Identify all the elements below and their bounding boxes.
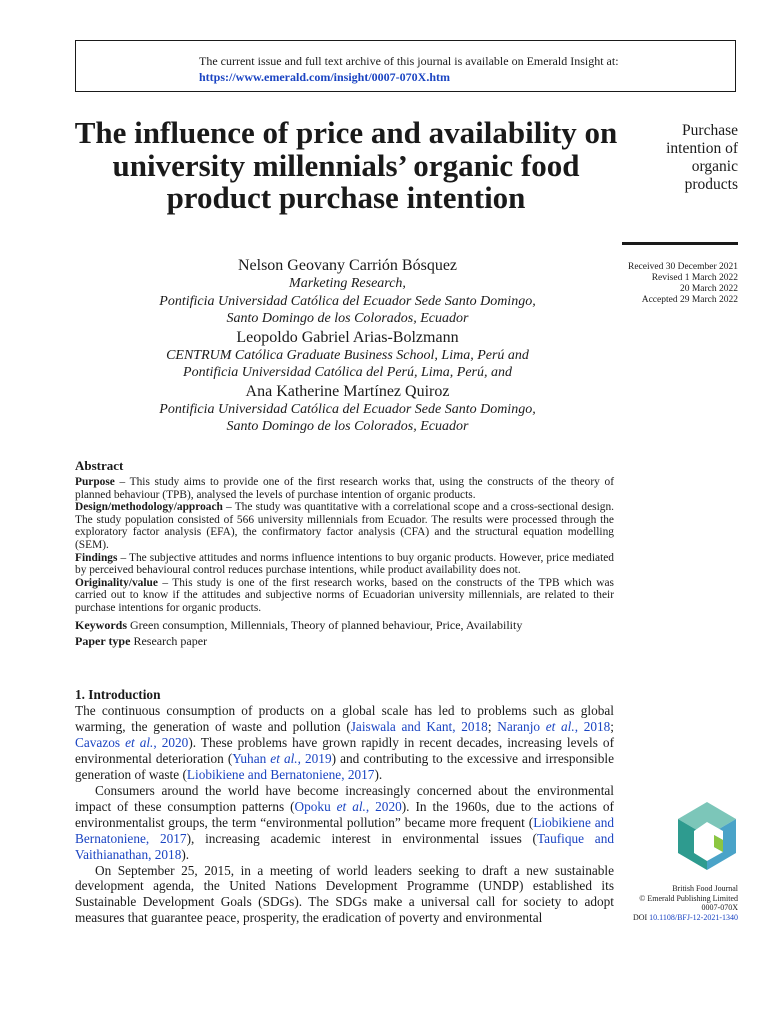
keywords bbox=[75, 618, 614, 633]
abstract-text: – This study is one of the first research works, based on the constructs of the TPB which was carried out to know if the attitudes and subjective norms of Ecuadorian university millennials, are related to their purchase intentions for organic products. bbox=[75, 576, 614, 614]
citation-link[interactable] bbox=[497, 719, 610, 734]
emerald-logo-icon bbox=[676, 800, 738, 877]
journal-url-link[interactable]: https://www.emerald.com/insight/0007-070X.htm bbox=[199, 70, 450, 84]
abstract-label: Purpose bbox=[75, 476, 115, 488]
citation-author: Naranjo bbox=[497, 718, 546, 734]
citation-etal: et al. bbox=[336, 798, 366, 814]
citation-link[interactable]: Liobikiene and Bernatoniene, 2017 bbox=[186, 766, 375, 782]
journal-issn: 0007-070X bbox=[701, 903, 738, 912]
body-text: Consumers around the world have become increasingly concerned about the environmental impact of these consumption patterns ( bbox=[75, 782, 614, 814]
citation-link[interactable]: Taufique and Vaithianathan, 2018 bbox=[75, 830, 614, 862]
abstract-text: – The subjective attitudes and norms influence intentions to buy organic products. However, price mediated by perceived behavioural control reduces purchase intentions, while product availability does not. bbox=[75, 551, 614, 577]
abstract-heading: Abstract bbox=[75, 458, 124, 473]
running-head-line: organic bbox=[691, 158, 738, 175]
paper-title: The influence of price and availability on university millennials’ organic food product purchase intention bbox=[74, 115, 618, 215]
citation-link[interactable]: Jaiswala and Kant, 2018 bbox=[350, 718, 488, 734]
author-affiliation: Pontificia Universidad Católica del Ecuador Sede Santo Domingo, bbox=[159, 293, 536, 309]
abstract bbox=[75, 458, 614, 649]
paper-type-label: Paper type bbox=[75, 633, 131, 648]
body-text: ; bbox=[610, 718, 614, 734]
running-head-divider bbox=[622, 242, 738, 245]
body-text: ), increasing academic interest in environmental issues ( bbox=[186, 830, 537, 846]
citation-etal: et al. bbox=[125, 734, 154, 750]
abstract-originality bbox=[75, 577, 614, 615]
citation-link[interactable] bbox=[295, 799, 402, 814]
keywords-label: Keywords bbox=[75, 617, 127, 632]
date-accepted: Accepted 29 March 2022 bbox=[641, 295, 738, 305]
running-head bbox=[588, 122, 738, 194]
notice-text: The current issue and full text archive of this journal is available on Emerald Insight at: bbox=[199, 54, 619, 68]
doi-link[interactable]: 10.1108/BFJ-12-2021-1340 bbox=[649, 912, 738, 922]
intro-paragraph-2 bbox=[75, 783, 614, 863]
author-affiliation: Pontificia Universidad Católica del Ecuador Sede Santo Domingo, bbox=[159, 401, 536, 417]
journal-info bbox=[578, 884, 738, 922]
journal-access-notice bbox=[75, 40, 736, 92]
citation-link[interactable]: Liobikiene and Bernatoniene, 2017 bbox=[75, 814, 614, 846]
citation-etal: et al. bbox=[545, 718, 575, 734]
running-head-line: products bbox=[684, 176, 738, 193]
citation-year: , 2020 bbox=[153, 734, 189, 750]
body-text: ). bbox=[374, 766, 383, 782]
author-name: Ana Katherine Martínez Quiroz bbox=[245, 382, 450, 400]
author-affiliation: Marketing Research, bbox=[289, 276, 406, 291]
intro-paragraph-1 bbox=[75, 703, 614, 783]
introduction-section bbox=[75, 687, 614, 926]
abstract-label: Design/methodology/approach bbox=[75, 501, 223, 514]
author-list bbox=[75, 256, 620, 436]
journal-doi bbox=[578, 913, 738, 923]
abstract-purpose bbox=[75, 476, 614, 501]
citation-year: , 2020 bbox=[365, 798, 402, 814]
author-name: Leopoldo Gabriel Arias-Bolzmann bbox=[236, 328, 459, 346]
citation-year: , 2019 bbox=[297, 750, 332, 766]
author-affiliation: Santo Domingo de los Colorados, Ecuador bbox=[226, 311, 469, 326]
running-head-line: Purchase bbox=[682, 122, 738, 139]
running-head-line: intention of bbox=[666, 140, 738, 157]
abstract-design bbox=[75, 501, 614, 551]
body-text: ). bbox=[181, 846, 190, 862]
citation-link[interactable] bbox=[232, 751, 331, 766]
citation-author: Cavazos bbox=[75, 734, 126, 750]
citation-author: Yuhan bbox=[232, 750, 271, 766]
journal-name: British Food Journal bbox=[672, 884, 738, 893]
citation-link[interactable] bbox=[75, 735, 188, 750]
body-text: ) and contributing to the excessive and irresponsible generation of waste ( bbox=[75, 750, 614, 782]
author-name: Nelson Geovany Carrión Bósquez bbox=[237, 257, 458, 274]
body-text: ). In the 1960s, due to the actions of environmentalist groups, the term “environmental pollution” became more frequent ( bbox=[75, 798, 614, 830]
section-heading: 1. Introduction bbox=[75, 687, 161, 702]
author-affiliation: Santo Domingo de los Colorados, Ecuador bbox=[226, 419, 469, 434]
paper-type bbox=[75, 634, 614, 649]
abstract-label: Originality/value bbox=[75, 576, 158, 589]
body-text: ; bbox=[487, 718, 498, 734]
citation-year: , 2018 bbox=[574, 718, 611, 734]
body-text: ). These problems have grown rapidly in recent decades, increasing levels of environmental deterioration ( bbox=[75, 734, 615, 766]
keywords-text: Green consumption, Millennials, Theory of planned behaviour, Price, Availability bbox=[127, 617, 523, 632]
journal-publisher: © Emerald Publishing Limited bbox=[639, 893, 738, 903]
date-revised: Revised 1 March 2022 bbox=[651, 273, 738, 283]
intro-paragraph-3: On September 25, 2015, in a meeting of world leaders seeking to draft a new sustainable development agenda, the United Nations Development Programme (UNDP) established its Sustainable Development Goals (SDGs). The SDGs make a universal call for society to adopt measures that guarantee peace, prosperity, the eradication of poverty and environmental bbox=[75, 862, 614, 926]
abstract-findings bbox=[75, 552, 614, 577]
abstract-label: Findings bbox=[75, 551, 118, 564]
doi-label: DOI bbox=[632, 912, 650, 922]
citation-etal: et al. bbox=[270, 750, 298, 766]
author-affiliation: CENTRUM Católica Graduate Business School, Lima, Perú and bbox=[166, 347, 529, 363]
emerald-logo-graphic bbox=[676, 800, 738, 872]
paper-type-text: Research paper bbox=[130, 633, 208, 648]
body-text: The continuous consumption of products on a global scale has led to problems such as global warming, the generation of waste and pollution ( bbox=[75, 703, 614, 734]
abstract-text: – This study aims to provide one of the first research works that, using the constructs of the theory of planned behaviour (TPB), analysed the levels of purchase intention of organic products. bbox=[75, 476, 614, 501]
date-received: Received 30 December 2021 bbox=[628, 262, 738, 272]
date-revised-2: 20 March 2022 bbox=[679, 284, 738, 294]
abstract-text: – The study was quantitative with a correlational scope and a cross-sectional design. The study population consisted of 566 university millennials from Ecuador. The results were processed through the exploratory factor analysis (EFA), the confirmatory factor analysis (CFA) and the structural equation modelling (SEM). bbox=[75, 501, 614, 551]
citation-author: Opoku bbox=[294, 798, 337, 814]
author-affiliation: Pontificia Universidad Católica del Perú, Lima, Perú, and bbox=[183, 365, 512, 380]
